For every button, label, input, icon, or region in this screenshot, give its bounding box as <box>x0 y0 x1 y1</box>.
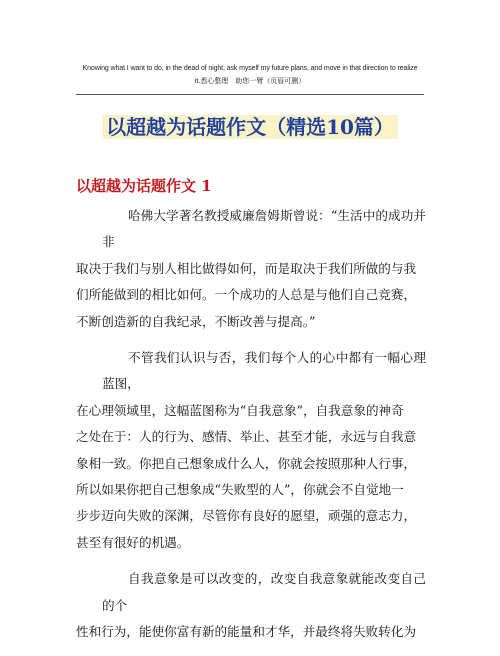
title-number: 10 <box>326 115 354 139</box>
text-line: 自我意象是可以改变的，改变自我意象就能改变自己的个 <box>102 571 426 613</box>
text-line: 在心理领域里，这幅蓝图称为“自我意象”，自我意象的神奇 <box>76 402 404 418</box>
header-divider <box>76 94 424 95</box>
paragraph-3 <box>76 566 426 645</box>
text-line: 所以如果你把自己想象成“失败型的人”，你就会不自觉地一 <box>76 482 404 498</box>
section-title: 以超越为话题作文 1 <box>76 177 212 195</box>
document-title <box>0 112 500 142</box>
title-main: 以超越为话题作文（精选 <box>106 115 327 139</box>
paragraph-1 <box>76 203 426 335</box>
text-line: 步步迈向失败的深渊，尽管你有良好的愿望，顽强的意志力， <box>76 508 417 524</box>
text-line: 不断创造新的自我纪录，不断改善与提高。” <box>76 313 316 329</box>
page-header <box>60 62 440 88</box>
text-line: 象相一致。你把自己想象成什么人，你就会按照那种人行事， <box>76 455 417 471</box>
text-line: 哈佛大学著名教授威廉詹姆斯曾说：“生活中的成功并非 <box>102 208 426 250</box>
title-end: 篇） <box>353 115 394 139</box>
text-line: 取决于我们与别人相比做得如何，而是取决于我们所做的与我 <box>76 260 417 276</box>
paragraph-2 <box>76 345 426 556</box>
body-text <box>76 203 426 656</box>
text-line: 甚至有很好的机遇。 <box>76 534 190 550</box>
text-line: 们所能做到的相比如何。一个成功的人总是与他们自己竞赛， <box>76 287 417 303</box>
header-note: it.悉心整理 助您一臂（页眉可删） <box>194 78 306 85</box>
header-quote: Knowing what I want to do, in the dead of night, ask myself my future plans, and move in that direction to realize <box>82 65 418 72</box>
text-line: 性和行为，能使你富有新的能量和才华，并最终将失败转化为 <box>76 624 417 640</box>
text-line: 之处在于：人的行为、感情、举止、甚至才能，永远与自我意 <box>76 429 417 445</box>
text-line: 不管我们认识与否，我们每个人的心中都有一幅心理蓝图， <box>102 350 426 392</box>
title-highlight <box>102 115 398 139</box>
